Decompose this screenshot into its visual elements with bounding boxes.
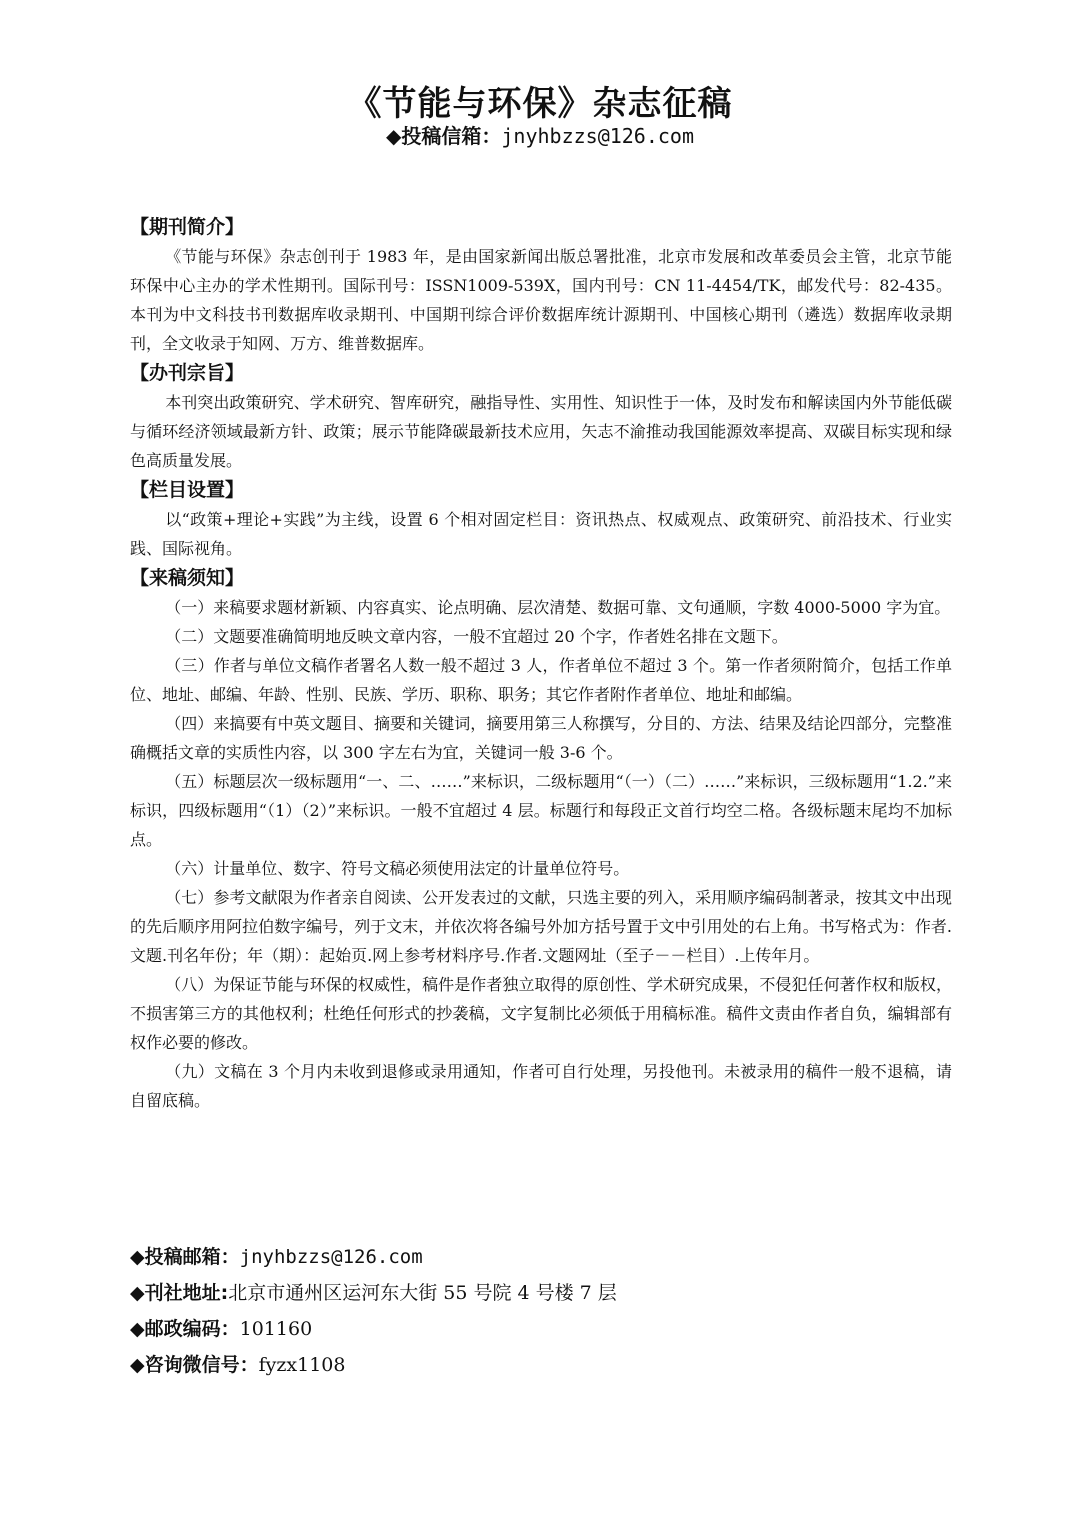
footer-address-line [130,1275,990,1311]
guideline-item-1: （一）来稿要求题材新颖、内容真实、论点明确、层次清楚、数据可靠、文句通顺，字数 4000-5000 字为宜。 [165,598,951,617]
guideline-item-5: （五）标题层次一级标题用“一、二、……”来标识，二级标题用“（一）（二）……”来标识，三级标题用“1.2.”来标识，四级标题用“（1）（2）”来标识。一般不宜超过 4 层。标题行和每段正文首行均空二格。各级标题末尾均不加标点。 [130,772,952,849]
header-email-label: ◆投稿信箱： [385,124,502,148]
guideline-item-2: （二）文题要准确简明地反映文章内容，一般不宜超过 20 个字，作者姓名排在文题下。 [165,627,788,646]
footer-email-line [130,1239,990,1275]
section-title-intro: 【期刊简介】 [130,216,245,238]
footer-wechat-line [130,1347,990,1383]
footer-postcode-line [130,1311,990,1347]
guideline-item-3: （三）作者与单位文稿作者署名人数一般不超过 3 人，作者单位不超过 3 个。第一作者须附简介，包括工作单位、地址、邮编、年龄、性别、民族、学历、职称、职务；其它作者附作者单位、地址和邮编。 [130,656,952,704]
guideline-item-8: （八）为保证节能与环保的权威性，稿件是作者独立取得的原创性、学术研究成果，不侵犯任何著作权和版权，不损害第三方的其他权利；杜绝任何形式的抄袭稿，文字复制比必须低于用稿标准。稿件文责由作者自负，编辑部有权作必要的修改。 [130,975,952,1052]
footer-address-value: 北京市通州区运河东大街 55 号院 4 号楼 7 层 [228,1282,617,1304]
footer-email-label: ◆投稿邮箱： [130,1246,240,1268]
section-title-purpose: 【办刊宗旨】 [130,362,245,384]
footer-email-value: jnyhbzzs@126.com [239,1246,423,1268]
guideline-item-9: （九）文稿在 3 个月内未收到退修或录用通知，作者可自行处理，另投他刊。未被录用的稿件一般不退稿，请自留底稿。 [130,1062,952,1110]
footer-wechat-label: ◆咨询微信号： [130,1354,259,1376]
page-title: 《节能与环保》杂志征稿 [347,84,733,124]
paragraph-intro: 《节能与环保》杂志创刊于 1983 年，是由国家新闻出版总署批准，北京市发展和改革委员会主管，北京节能环保中心主办的学术性期刊。国际刊号：ISSN1009-539X，国内刊号：CN 11-4454/TK，邮发代号：82-435。本刊为中文科技书刊数据库收录期刊、中国期刊综合评价数据库统计源期刊、中国核心期刊（遴选）数据库收录期刊，全文收录于知网、万方、维普数据库。 [130,247,952,353]
contact-footer [130,1239,990,1383]
guideline-item-6: （六）计量单位、数字、符号文稿必须使用法定的计量单位符号。 [165,859,630,878]
section-title-guidelines: 【来稿须知】 [130,567,245,589]
footer-address-label: ◆刊社地址: [130,1282,229,1304]
header-email-line [0,120,1080,149]
footer-postcode-label: ◆邮政编码： [130,1318,240,1340]
section-title-columns: 【栏目设置】 [130,479,245,501]
guideline-item-4: （四）来搞要有中英文题目、摘要和关键词，摘要用第三人称撰写，分目的、方法、结果及结论四部分，完整准确概括文章的实质性内容，以 300 字左右为宜，关键词一般 3-6 个。 [130,714,952,762]
footer-postcode-value: 101160 [239,1318,313,1340]
document-body [130,212,952,1115]
header-email-value: jnyhbzzs@126.com [501,124,695,148]
paragraph-columns: 以“政策+理论+实践”为主线，设置 6 个相对固定栏目：资讯热点、权威观点、政策研究、前沿技术、行业实践、国际视角。 [130,510,952,558]
paragraph-purpose: 本刊突出政策研究、学术研究、智库研究，融指导性、实用性、知识性于一体，及时发布和解读国内外节能低碳与循环经济领域最新方针、政策；展示节能降碳最新技术应用，矢志不渝推动我国能源效率提高、双碳目标实现和绿色高质量发展。 [130,393,952,470]
guideline-item-7: （七）参考文献限为作者亲自阅读、公开发表过的文献，只选主要的列入，采用顺序编码制著录，按其文中出现的先后顺序用阿拉伯数字编号，列于文末，并依次将各编号外加方括号置于文中引用处的右上角。书写格式为：作者.文题.刊名年份；年（期）：起始页.网上参考材料序号.作者.文题网址（至子－－栏目）.上传年月。 [130,888,952,965]
footer-wechat-value: fyzx1108 [258,1354,346,1376]
